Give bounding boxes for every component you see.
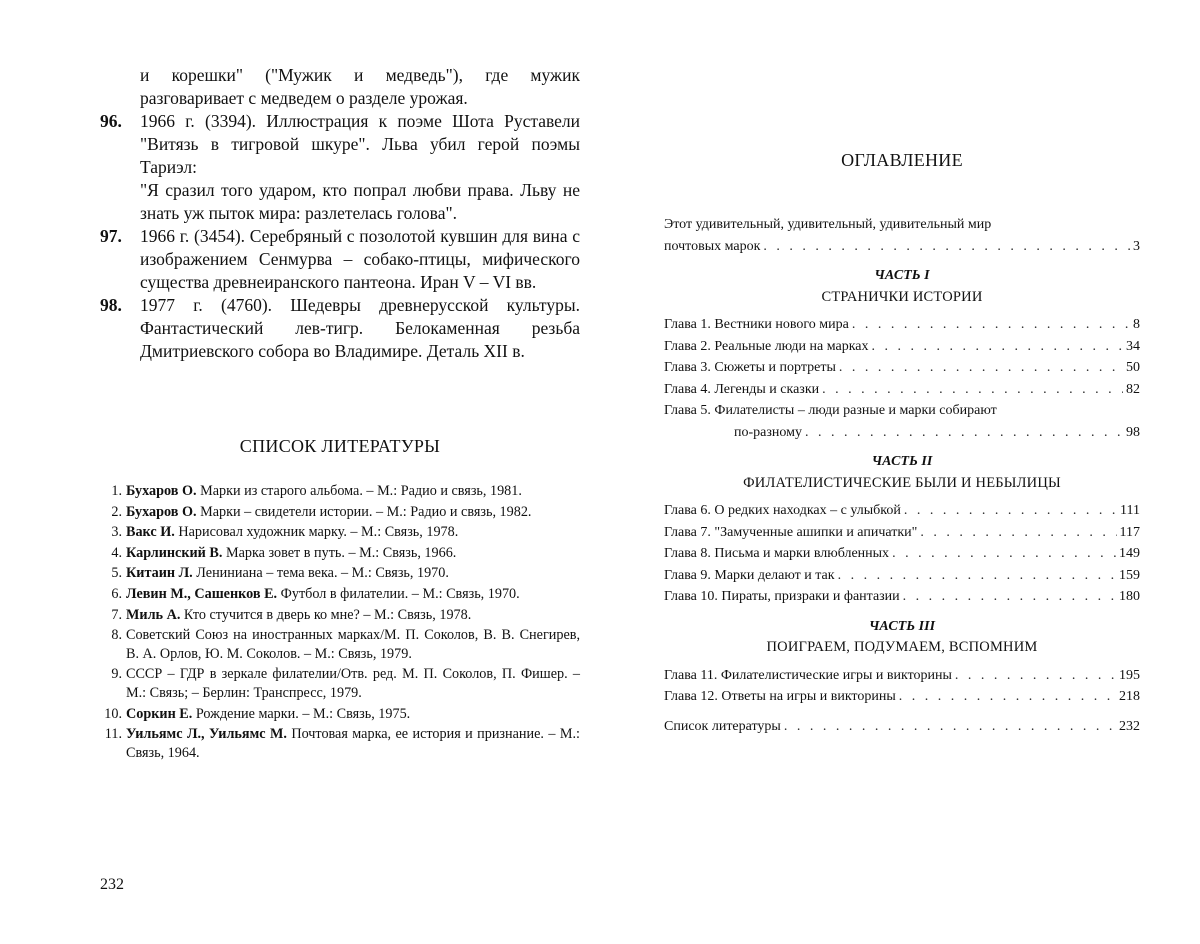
bib-author: Карлинский В. bbox=[126, 544, 223, 561]
toc-entry-title: Глава 10. Пираты, призраки и фантазии bbox=[664, 589, 900, 604]
page-number: 232 bbox=[100, 876, 124, 893]
toc-entry-line: Этот удивительный, удивительный, удивительный мир bbox=[664, 217, 992, 232]
leader-dots bbox=[899, 686, 1116, 708]
bib-author: Уильямс Л., Уильямс М. bbox=[126, 726, 287, 743]
leader-dots bbox=[904, 500, 1117, 522]
toc-entry-page: 3 bbox=[1133, 238, 1140, 254]
toc-entry bbox=[664, 522, 1140, 544]
leader-dots bbox=[838, 565, 1116, 587]
bib-author: Левин М., Сашенков Е. bbox=[126, 585, 278, 602]
bib-text: Почтовая марка, ее история и признание. – М.: Связь, 1964. bbox=[126, 726, 580, 761]
toc-entry-page: 180 bbox=[1119, 589, 1140, 604]
bib-number: 7. bbox=[111, 606, 122, 623]
caption-text: 1966 г. (3394). Иллюстрация к поэме Шота Руставели "Витязь в тигровой шкуре". Льва убил герой поэмы Тариэл: bbox=[140, 111, 580, 177]
bib-author: Соркин Е. bbox=[126, 705, 193, 722]
toc-entry bbox=[664, 565, 1140, 587]
caption-number: 97. bbox=[100, 226, 122, 246]
toc-intro bbox=[664, 214, 1140, 257]
toc-entry-title: почтовых марок bbox=[664, 238, 761, 254]
toc-heading: ОГЛАВЛЕНИЕ bbox=[841, 150, 963, 170]
toc-entry bbox=[664, 379, 1140, 401]
table-of-contents bbox=[664, 214, 1140, 737]
toc-entry-page: 50 bbox=[1126, 360, 1140, 375]
bib-number: 9. bbox=[111, 666, 122, 683]
toc-entry bbox=[664, 357, 1140, 379]
stamp-captions bbox=[100, 64, 580, 363]
toc-entry bbox=[664, 336, 1140, 358]
leader-dots bbox=[763, 236, 1130, 258]
right-page bbox=[664, 0, 1140, 944]
bib-text: Футбол в филателии. – М.: Связь, 1970. bbox=[280, 585, 520, 602]
bibliography-list bbox=[100, 482, 580, 764]
bib-text: Марки – свидетели истории. – М.: Радио и связь, 1982. bbox=[200, 503, 532, 520]
bib-author: Бухаров О. bbox=[126, 503, 197, 520]
toc-entry-title: Глава 2. Реальные люди на марках bbox=[664, 338, 869, 354]
part-label: ЧАСТЬ I bbox=[874, 268, 930, 283]
bib-number: 11. bbox=[104, 726, 122, 743]
caption-text: 1977 г. (4760). Шедевры древнерусской культуры. Фантастический лев-тигр. Белокаменная резьба Дмитриевского собора во Владимире. Деталь XII в. bbox=[140, 295, 580, 361]
leader-dots bbox=[852, 314, 1130, 336]
caption-text: и корешки" ("Мужик и медведь"), где мужик разговаривает с медведем о разделе урожая. bbox=[140, 65, 580, 108]
caption-text: 1966 г. (3454). Серебряный с позолотой кувшин для вина с изображением Сенмурва – собако-птицы, мифического существа древнеиранского пантеона. Иран V – VI вв. bbox=[140, 226, 580, 292]
toc-entry-page: 117 bbox=[1119, 524, 1140, 540]
bib-number: 1. bbox=[111, 483, 122, 499]
toc-entry bbox=[664, 716, 1140, 738]
leader-dots bbox=[839, 357, 1123, 379]
bib-text: Марка зовет в путь. – М.: Связь, 1966. bbox=[225, 544, 457, 561]
part-label: ЧАСТЬ III bbox=[868, 618, 936, 634]
bib-number: 10. bbox=[104, 705, 122, 722]
toc-entry-title: Глава 6. О редких находках – с улыбкой bbox=[664, 503, 901, 518]
bibliography-heading: СПИСОК ЛИТЕРАТУРЫ bbox=[239, 436, 441, 456]
caption-96 bbox=[100, 110, 580, 225]
leader-dots bbox=[822, 379, 1123, 401]
toc-entry-title: Глава 11. Филателистические игры и викторины bbox=[664, 667, 952, 683]
bibliography-item bbox=[100, 665, 580, 702]
bib-text: Рождение марки. – М.: Связь, 1975. bbox=[195, 705, 411, 722]
bib-author: Вакс И. bbox=[126, 524, 175, 541]
bib-number: 8. bbox=[111, 627, 122, 644]
toc-entry-title: Глава 7. "Замученные ашипки и апичатки" bbox=[664, 524, 918, 540]
toc-entry-page: 82 bbox=[1126, 381, 1140, 397]
leader-dots bbox=[920, 522, 1116, 544]
toc-entry-title: Глава 8. Письма и марки влюбленных bbox=[664, 546, 890, 561]
bib-author: Бухаров О. bbox=[126, 483, 197, 499]
caption-number: 98. bbox=[100, 295, 122, 315]
bib-number: 2. bbox=[111, 503, 122, 520]
toc-entry-page: 111 bbox=[1120, 503, 1140, 518]
bib-author: Миль А. bbox=[126, 606, 181, 623]
toc-entry-page: 232 bbox=[1119, 718, 1140, 734]
leader-dots bbox=[872, 336, 1123, 358]
toc-entry-title: Глава 3. Сюжеты и портреты bbox=[664, 360, 836, 375]
bibliography-item bbox=[100, 482, 580, 501]
part-title: ФИЛАТЕЛИСТИЧЕСКИЕ БЫЛИ И НЕБЫЛИЦЫ bbox=[743, 474, 1061, 491]
bib-author: Китаин Л. bbox=[126, 565, 193, 582]
bibliography-item bbox=[100, 725, 580, 762]
left-page bbox=[100, 0, 580, 944]
bibliography-item bbox=[100, 705, 580, 724]
bib-text: Советский Союз на иностранных марках/М. П. Соколов, В. В. Снегирев, В. А. Орлов, Ю. М. Соколов. – М.: Связь, 1979. bbox=[126, 627, 580, 662]
caption-97 bbox=[100, 225, 580, 294]
toc-entry-title: Глава 4. Легенды и сказки bbox=[664, 381, 820, 397]
toc-entry-page: 34 bbox=[1126, 338, 1140, 354]
toc-entry bbox=[664, 422, 1140, 444]
toc-entry bbox=[664, 686, 1140, 708]
bibliography-item bbox=[100, 544, 580, 563]
leader-dots bbox=[903, 586, 1116, 608]
bibliography-item bbox=[100, 606, 580, 625]
bib-text: СССР – ГДР в зеркале филателии/Отв. ред. М. П. Соколов, П. Фишер. – М.: Связь; – Берлин: Транспресс, 1979. bbox=[126, 666, 580, 701]
toc-entry-page: 98 bbox=[1126, 424, 1140, 440]
caption-98 bbox=[100, 294, 580, 363]
leader-dots bbox=[784, 716, 1116, 738]
toc-entry-title: Глава 1. Вестники нового мира bbox=[664, 317, 849, 332]
bib-number: 3. bbox=[111, 524, 122, 541]
toc-entry-line: Глава 5. Филателисты – люди разные и марки собирают bbox=[664, 403, 997, 418]
caption-continued bbox=[100, 64, 580, 110]
bib-text: Марки из старого альбома. – М.: Радио и связь, 1981. bbox=[200, 483, 522, 499]
leader-dots bbox=[892, 543, 1116, 565]
part-label: ЧАСТЬ II bbox=[871, 454, 933, 469]
toc-entry bbox=[664, 314, 1140, 336]
bibliography-item bbox=[100, 626, 580, 663]
leader-dots bbox=[955, 665, 1116, 687]
toc-entry-title: по-разному bbox=[734, 424, 802, 440]
toc-entry-page: 8 bbox=[1133, 317, 1140, 332]
bib-number: 6. bbox=[111, 585, 122, 602]
part-title: СТРАНИЧКИ ИСТОРИИ bbox=[821, 288, 983, 305]
toc-entry-title: Список литературы bbox=[664, 718, 781, 734]
toc-entry bbox=[664, 543, 1140, 565]
bib-text: Лениниана – тема века. – М.: Связь, 1970. bbox=[196, 565, 449, 582]
toc-entry-page: 149 bbox=[1119, 546, 1140, 561]
leader-dots bbox=[805, 422, 1123, 444]
toc-entry-title: Глава 9. Марки делают и так bbox=[664, 567, 835, 583]
bib-number: 5. bbox=[111, 565, 122, 582]
part-title: ПОИГРАЕМ, ПОДУМАЕМ, ВСПОМНИМ bbox=[766, 639, 1038, 655]
bibliography-item bbox=[100, 564, 580, 583]
toc-entry bbox=[664, 586, 1140, 608]
toc-entry-page: 159 bbox=[1119, 567, 1140, 583]
caption-number: 96. bbox=[100, 111, 122, 131]
toc-entry-page: 195 bbox=[1119, 667, 1140, 683]
bib-text: Нарисовал художник марку. – М.: Связь, 1978. bbox=[178, 524, 459, 541]
bib-number: 4. bbox=[111, 544, 122, 561]
bibliography-item bbox=[100, 585, 580, 604]
toc-entry-title: Глава 12. Ответы на игры и викторины bbox=[664, 689, 896, 704]
spacer bbox=[664, 708, 1140, 716]
bibliography-item bbox=[100, 523, 580, 542]
caption-quote: "Я сразил того ударом, кто попрал любви права. Льву не знать уж пыток мира: разлетелась голова". bbox=[140, 180, 580, 223]
bib-text: Кто стучится в дверь ко мне? – М.: Связь, 1978. bbox=[183, 606, 472, 623]
toc-entry bbox=[664, 236, 1140, 258]
toc-entry-page: 218 bbox=[1119, 689, 1140, 704]
bibliography-item bbox=[100, 503, 580, 522]
toc-entry bbox=[664, 665, 1140, 687]
toc-entry bbox=[664, 500, 1140, 522]
